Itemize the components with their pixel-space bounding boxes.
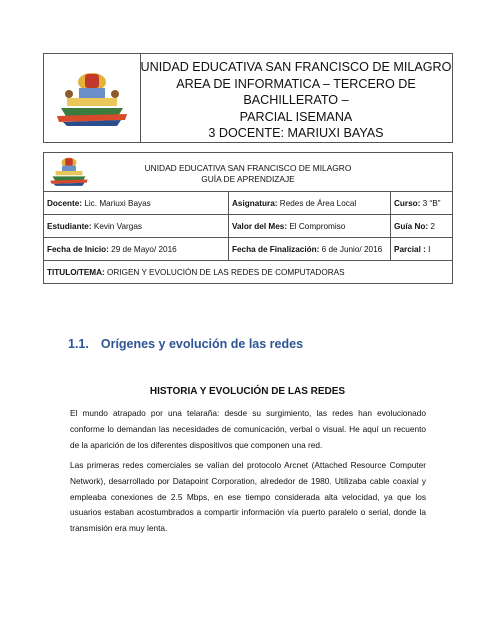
guide-school-name: UNIDAD EDUCATIVA SAN FRANCISCO DE MILAGRO: [144, 162, 352, 173]
estudiante-label: Estudiante:: [47, 221, 92, 231]
header-line-docente: 3 DOCENTE: MARIUXI BAYAS: [208, 126, 384, 140]
inicio-label: Fecha de Inicio:: [47, 244, 109, 254]
header-line-parcial: PARCIAL ISEMANA: [239, 109, 353, 124]
curso-value: 3 “B”: [422, 198, 441, 208]
section-heading: [68, 337, 303, 351]
paragraph: El mundo atrapado por una telaraña: desde su surgimiento, las redes han evolucionado conforme lo demandan las necesidades de comunicación, verbal o visual. He aquí un recuento de la aparición de los diferentes dispositivos que componen una red.: [70, 408, 426, 450]
docente-label: Docente:: [47, 198, 83, 208]
school-crest-logo-small: [47, 155, 91, 187]
estudiante-value: Kevin Vargas: [93, 221, 142, 231]
docente-cell: [44, 192, 229, 215]
valor-value: El Compromiso: [289, 221, 346, 231]
asignatura-label: Asignatura:: [232, 198, 278, 208]
guide-title: GUÍA DE APRENDIZAJE: [201, 173, 295, 184]
estudiante-cell: [44, 215, 229, 238]
final-label: Fecha de Finalización:: [232, 244, 320, 254]
document-header: [43, 53, 453, 143]
tema-value: ORIGEN Y EVOLUCIÓN DE LAS REDES DE COMPUTADORAS: [107, 267, 345, 277]
header-line-school: UNIDAD EDUCATIVA SAN FRANCISCO DE MILAGRO: [140, 60, 452, 74]
inicio-value: 29 de Mayo/ 2016: [111, 244, 177, 254]
parcial-label: Parcial :: [394, 244, 426, 254]
section-number: 1.1.: [68, 337, 89, 351]
section-title: Orígenes y evolución de las redes: [100, 337, 304, 351]
learning-guide-table: [43, 152, 453, 284]
header-titles: [140, 59, 452, 142]
guia-cell: [391, 215, 453, 238]
header-line-area: AREA DE INFORMATICA – TERCERO DE BACHILLERATO –: [176, 76, 416, 107]
final-value: 6 de Junio/ 2016: [321, 244, 383, 254]
parcial-cell: [391, 238, 453, 261]
valor-label: Valor del Mes:: [232, 221, 288, 231]
parcial-value: I: [428, 244, 431, 254]
valor-cell: [229, 215, 391, 238]
inicio-cell: [44, 238, 229, 261]
docente-value: Lic. Mariuxi Bayas: [84, 198, 151, 208]
tema-cell: [44, 261, 453, 284]
curso-cell: [391, 192, 453, 215]
school-logo-cell: [44, 54, 141, 142]
history-title: HISTORIA Y EVOLUCIÓN DE LAS REDES: [149, 386, 346, 397]
asignatura-value: Redes de Área Local: [279, 198, 357, 208]
guia-value: 2: [430, 221, 435, 231]
final-cell: [229, 238, 391, 261]
guia-label: Guía No:: [394, 221, 429, 231]
school-crest-logo: [57, 68, 127, 128]
tema-label: TITULO/TEMA:: [47, 267, 105, 277]
paragraph: Las primeras redes comerciales se valían del protocolo Arcnet (Attached Resource Computer Network), desarrollado por Datapoint Corporation, alrededor de 1980. Utilizaba cable coaxial y empleaba conexiones de 2.5 Mbps, en ese tiempo considerada alta velocidad, ya que los usuarios estaban acostumbrados a compartir información vía puerto paralelo o serial, donde la transmisión era muy lenta.: [70, 460, 426, 534]
curso-label: Curso:: [394, 198, 421, 208]
asignatura-cell: [229, 192, 391, 215]
guide-table-header: [44, 153, 453, 192]
